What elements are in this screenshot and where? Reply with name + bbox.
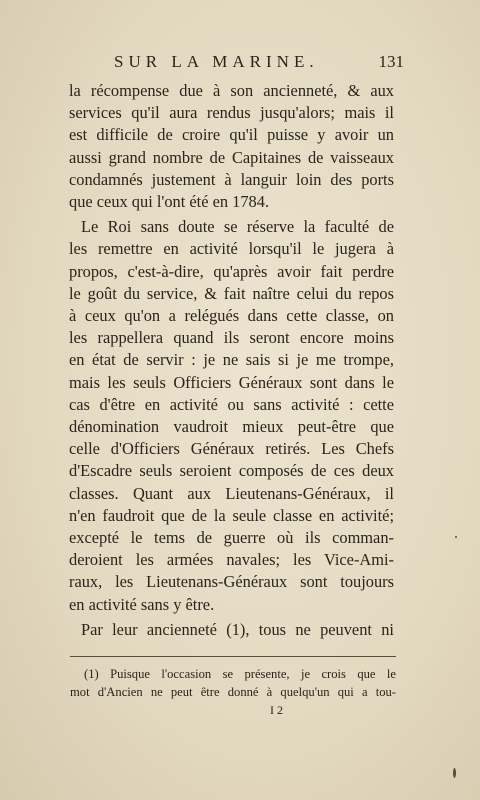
text-line: à ceux qu'on a relégués dans cette classe, on: [69, 306, 394, 326]
paper-spot: [455, 536, 457, 538]
text-line: Le Roi sans doute se réserve la faculté de: [81, 217, 394, 237]
text-line: celle d'Officiers Généraux retirés. Les Chefs: [69, 439, 394, 459]
text-line: dénomination vaudroit mieux peut-être que: [69, 417, 394, 437]
running-title: SUR LA MARINE.: [114, 52, 319, 71]
text-line: en activité sans y être.: [69, 594, 215, 614]
text-line: mais les seuls Officiers Généraux sont dans le: [69, 372, 394, 392]
signature-mark: I 2: [270, 703, 283, 717]
text-line: en état de servir : je ne sais si je me trompe,: [69, 350, 394, 370]
text-line: la récompense due à son ancienneté, & aux: [69, 81, 394, 100]
text-line: raux, les Lieutenans-Généraux sont toujours: [69, 572, 394, 592]
text-line: services qu'il aura rendus jusqu'alors; mais il: [69, 103, 394, 123]
text-line: aussi grand nombre de Capitaines de vaisseaux: [69, 147, 394, 167]
text-line: les rappellera quand ils seront encore moins: [69, 328, 394, 348]
text-line: classes. Quant aux Lieutenans-Généraux, il: [69, 483, 394, 503]
text-line: Par leur ancienneté (1), tous ne peuvent ni: [81, 619, 394, 639]
paper-spot: [453, 768, 456, 778]
text-line: les remettre en activité lorsqu'il le jugera à: [69, 239, 394, 259]
text-line: est difficile de croire qu'il puisse y avoir un: [69, 125, 394, 145]
footnote: [70, 656, 396, 701]
text-line: excepté le tems de guerre où ils comman-: [69, 528, 394, 548]
text-line: deroient les armées navales; les Vice-Ami-: [69, 550, 394, 570]
text-line: le goût du service, & fait naître celui du repos: [69, 283, 394, 303]
text-line: d'Escadre seuls seroient composés de ces deux: [69, 461, 394, 481]
body-text: [69, 80, 394, 641]
text-line: condamnés justement à languir loin des ports: [69, 169, 394, 189]
footnote-line: mot d'Ancien ne peut être donné à quelqu'un qui a tou-: [70, 685, 396, 699]
text-line: propos, c'est-à-dire, qu'après avoir fait perdre: [69, 261, 394, 281]
footnote-line: (1) Puisque l'occasion se présente, je crois que le: [84, 667, 396, 681]
text-line: n'en faudroit que de la seule classe en activité;: [69, 505, 394, 525]
text-line: que ceux qui l'ont été en 1784.: [69, 192, 270, 212]
text-line: cas d'être en activité ou sans activité : cette: [69, 394, 394, 414]
page-number: 131: [378, 52, 404, 71]
